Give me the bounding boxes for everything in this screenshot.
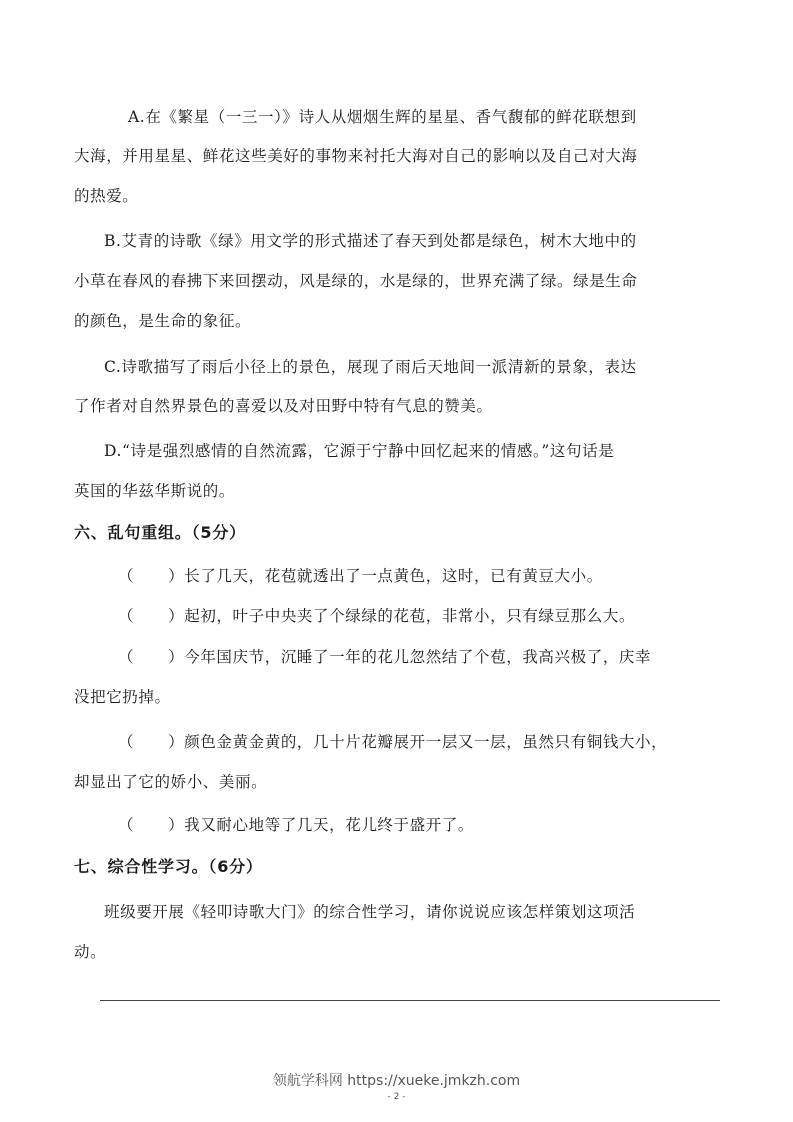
reorder-item-5 xyxy=(118,815,768,835)
reorder-item-text: 颜色金黄金黄的，几十片花瓣展开一层又一层，虽然只有铜钱大小， xyxy=(184,733,668,751)
answer-line[interactable] xyxy=(100,1000,720,1001)
reorder-item-3 xyxy=(118,647,768,667)
answer-bracket-close: ） xyxy=(168,607,185,625)
reorder-item-4-continued: 却显出了它的娇小、美丽。 xyxy=(74,773,268,791)
footer-site-watermark: 领航学科网 https://xueke.jmkzh.com xyxy=(272,1073,521,1089)
reorder-item-text: 我又耐心地等了几天，花儿终于盛开了。 xyxy=(184,816,475,834)
section-7-prompt-line-1: 班级要开展《轻叩诗歌大门》的综合性学习，请你说说应该怎样策划这项活 xyxy=(104,903,636,921)
option-a-line-2: 大海，并用星星、鲜花这些美好的事物来衬托大海对自己的影响以及自己对大海 xyxy=(74,147,638,165)
answer-bracket-close: ） xyxy=(168,648,185,666)
section-6-title: 六、乱句重组。（5分） xyxy=(74,523,246,542)
section-7-prompt-line-2: 动。 xyxy=(74,943,107,961)
option-a-line-3: 的热爱。 xyxy=(74,187,139,205)
answer-bracket-close: ） xyxy=(168,567,185,585)
page-number: - 2 - xyxy=(387,1092,406,1102)
reorder-item-text: 起初，叶子中央夹了个绿绿的花苞，非常小，只有绿豆那么大。 xyxy=(184,607,636,625)
answer-bracket-close: ） xyxy=(168,816,185,834)
reorder-item-3-continued: 没把它扔掉。 xyxy=(74,688,171,706)
answer-bracket-open: （ xyxy=(118,567,135,585)
option-a-line-1: A.在《繁星（一三一）》诗人从烟烟生辉的星星、香气馥郁的鲜花联想到 xyxy=(128,108,637,126)
option-d-line-1: D.“诗是强烈感情的自然流露，它源于宁静中回忆起来的情感。”这句话是 xyxy=(104,442,615,460)
answer-bracket-open: （ xyxy=(118,733,135,751)
reorder-item-text: 长了几天，花苞就透出了一点黄色，这时，已有黄豆大小。 xyxy=(184,567,603,585)
reorder-item-4 xyxy=(118,732,768,752)
reorder-item-1 xyxy=(118,566,768,586)
answer-bracket-open: （ xyxy=(118,607,135,625)
reorder-item-2 xyxy=(118,606,768,626)
option-b-line-1: B.艾青的诗歌《绿》用文学的形式描述了春天到处都是绿色，树木大地中的 xyxy=(104,232,637,250)
option-d-line-2: 英国的华兹华斯说的。 xyxy=(74,482,236,500)
option-c-line-2: 了作者对自然界景色的喜爱以及对田野中特有气息的赞美。 xyxy=(74,397,493,415)
section-7-title: 七、综合性学习。（6分） xyxy=(74,857,263,876)
option-b-line-3: 的颜色，是生命的象征。 xyxy=(74,312,252,330)
answer-bracket-close: ） xyxy=(168,733,185,751)
option-c-line-1: C.诗歌描写了雨后小径上的景色，展现了雨后天地间一派清新的景象，表达 xyxy=(104,358,637,376)
option-b-line-2: 小草在春风的春拂下来回摆动，风是绿的，水是绿的，世界充满了绿。绿是生命 xyxy=(74,272,638,290)
reorder-item-text: 今年国庆节，沉睡了一年的花儿忽然结了个苞，我高兴极了，庆幸 xyxy=(184,648,652,666)
answer-bracket-open: （ xyxy=(118,816,135,834)
answer-bracket-open: （ xyxy=(118,648,135,666)
